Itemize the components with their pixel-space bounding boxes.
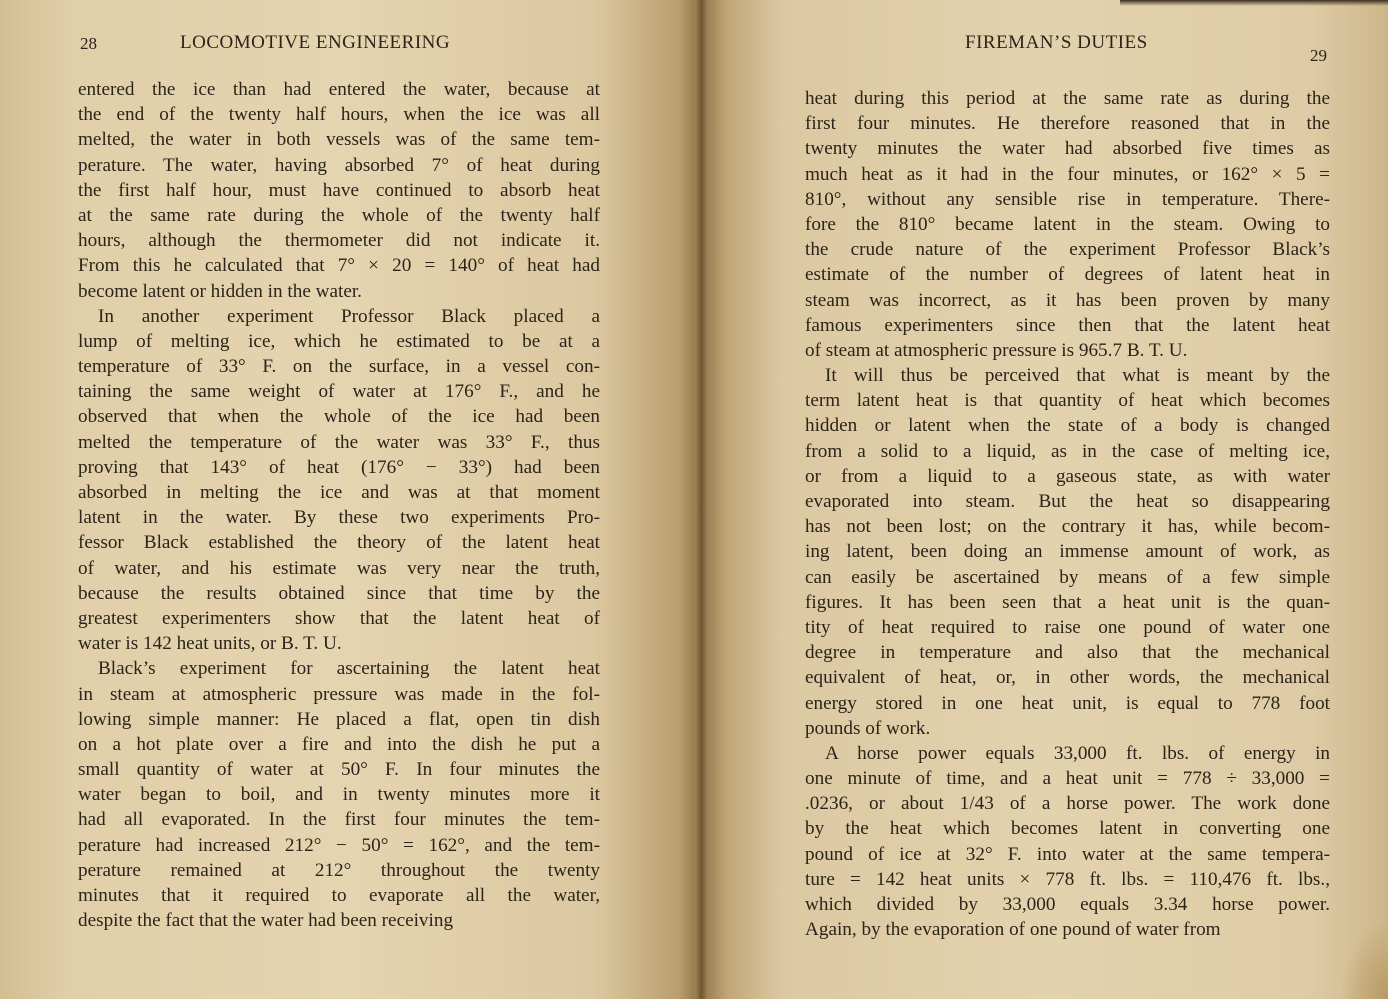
- page-corner-stain: [1340, 920, 1388, 999]
- right-page-text: [805, 86, 1330, 942]
- text-line: equivalent of heat, or, in other words, the mechanical: [805, 667, 1330, 689]
- text-line: on a hot plate over a fire and into the dish he put a: [78, 733, 600, 755]
- text-line: fessor Black established the theory of the latent heat: [78, 532, 600, 554]
- text-line: absorbed in melting the ice and was at that moment: [78, 482, 600, 503]
- text-line: the crude nature of the experiment Professor Black’s: [805, 239, 1330, 261]
- text-line: In another experiment Professor Black placed a: [98, 305, 600, 327]
- text-line: tity of heat required to raise one pound of water one: [805, 616, 1330, 638]
- text-line: perature. The water, having absorbed 7° of heat during: [78, 154, 600, 176]
- page-number-left: 28: [80, 34, 97, 53]
- text-line: famous experimenters since then that the latent heat: [805, 314, 1330, 336]
- text-line: perature had increased 212° − 50° = 162°, and the tem-: [78, 834, 600, 856]
- page-number-right: 29: [1310, 46, 1327, 65]
- text-line: proving that 143° of heat (176° − 33°) had been: [78, 456, 600, 478]
- text-line: A horse power equals 33,000 ft. lbs. of energy in: [825, 742, 1330, 764]
- text-line: water began to boil, and in twenty minutes more it: [78, 784, 600, 806]
- text-line: .0236, or about 1/43 of a horse power. The work done: [805, 793, 1330, 815]
- text-line: of steam at atmospheric pressure is 965.7 B. T. U.: [805, 339, 1188, 361]
- text-line: steam was incorrect, as it has been proven by many: [805, 289, 1330, 311]
- running-head-left: LOCOMOTIVE ENGINEERING: [180, 32, 451, 53]
- text-line: in steam at atmospheric pressure was made in the fol-: [78, 683, 600, 705]
- running-head-right: FIREMAN’S DUTIES: [965, 32, 1148, 53]
- text-line: It will thus be perceived that what is meant by the: [825, 365, 1330, 387]
- text-line: lump of melting ice, which he estimated to be at a: [78, 330, 600, 352]
- text-line: ing latent, been doing an immense amount of work, as: [805, 541, 1330, 563]
- text-line: pound of ice at 32° F. into water at the same tempera-: [805, 843, 1330, 865]
- text-line: fore the 810° became latent in the steam. Owing to: [805, 213, 1330, 235]
- text-line: 810°, without any sensible rise in temperature. There-: [805, 188, 1330, 210]
- text-line: become latent or hidden in the water.: [78, 280, 362, 302]
- text-line: can easily be ascertained by means of a few simple: [805, 566, 1330, 588]
- text-line: lowing simple manner: He placed a flat, open tin dish: [78, 708, 600, 730]
- text-line: one minute of time, and a heat unit = 778 ÷ 33,000 =: [805, 768, 1330, 790]
- text-line: heat during this period at the same rate as during the: [805, 88, 1330, 109]
- right-page: [700, 0, 1388, 999]
- text-line: term latent heat is that quantity of heat which becomes: [805, 390, 1330, 412]
- text-line: degree in temperature and also that the mechanical: [805, 642, 1330, 664]
- text-line: observed that when the whole of the ice had been: [78, 406, 600, 428]
- text-line: at the same rate during the whole of the twenty half: [78, 204, 600, 226]
- text-line: energy stored in one heat unit, is equal to 778 foot: [805, 692, 1330, 714]
- text-line: ture = 142 heat units × 778 ft. lbs. = 110,476 ft. lbs.,: [805, 868, 1330, 890]
- text-line: despite the fact that the water had been receiving: [78, 910, 454, 932]
- text-line: had all evaporated. In the first four minutes the tem-: [78, 809, 600, 831]
- text-line: from a solid to a liquid, as in the case of melting ice,: [805, 440, 1330, 462]
- text-line: estimate of the number of degrees of latent heat in: [805, 264, 1330, 286]
- text-line: Black’s experiment for ascertaining the latent heat: [98, 658, 600, 680]
- text-line: Again, by the evaporation of one pound of water from: [805, 919, 1221, 941]
- text-line: evaporated into steam. But the heat so disappearing: [805, 491, 1330, 512]
- text-line: first four minutes. He therefore reasoned that in the: [805, 113, 1330, 135]
- text-line: melted the temperature of the water was 33° F., thus: [78, 431, 600, 453]
- text-line: of water, and his estimate was very near the truth,: [78, 557, 600, 579]
- page-edge-shadow: [1120, 0, 1388, 6]
- text-line: greatest experimenters show that the latent heat of: [78, 607, 600, 629]
- text-line: the end of the twenty half hours, when the ice was all: [78, 104, 600, 126]
- text-line: temperature of 33° F. on the surface, in a vessel con-: [78, 356, 600, 378]
- text-line: entered the ice than had entered the water, because at: [78, 79, 600, 100]
- text-line: twenty minutes the water had absorbed five times as: [805, 138, 1330, 160]
- text-line: minutes that it required to evaporate all the water,: [78, 885, 600, 906]
- text-line: because the results obtained since that time by the: [78, 582, 600, 604]
- text-line: hidden or latent when the state of a body is changed: [805, 415, 1330, 437]
- left-page-text: [78, 77, 600, 933]
- text-line: hours, although the thermometer did not indicate it.: [78, 230, 600, 252]
- text-line: which divided by 33,000 equals 3.34 horse power.: [805, 894, 1330, 915]
- text-line: has not been lost; on the contrary it has, while becom-: [805, 516, 1330, 538]
- text-line: much heat as it had in the four minutes, or 162° × 5 =: [805, 163, 1330, 185]
- text-line: pounds of work.: [805, 717, 931, 739]
- text-line: the first half hour, must have continued to absorb heat: [78, 179, 600, 201]
- text-line: From this he calculated that 7° × 20 = 140° of heat had: [78, 255, 600, 277]
- text-line: melted, the water in both vessels was of the same tem-: [78, 129, 600, 151]
- text-line: taining the same weight of water at 176° F., and he: [78, 381, 600, 403]
- text-line: small quantity of water at 50° F. In four minutes the: [78, 759, 600, 781]
- text-line: by the heat which becomes latent in converting one: [805, 818, 1330, 840]
- text-line: water is 142 heat units, or B. T. U.: [78, 633, 342, 655]
- text-line: or from a liquid to a gaseous state, as with water: [805, 465, 1330, 487]
- book-gutter: [695, 0, 709, 999]
- text-line: perature remained at 212° throughout the twenty: [78, 859, 600, 881]
- text-line: figures. It has been seen that a heat unit is the quan-: [805, 591, 1330, 613]
- text-line: latent in the water. By these two experiments Pro-: [78, 507, 600, 529]
